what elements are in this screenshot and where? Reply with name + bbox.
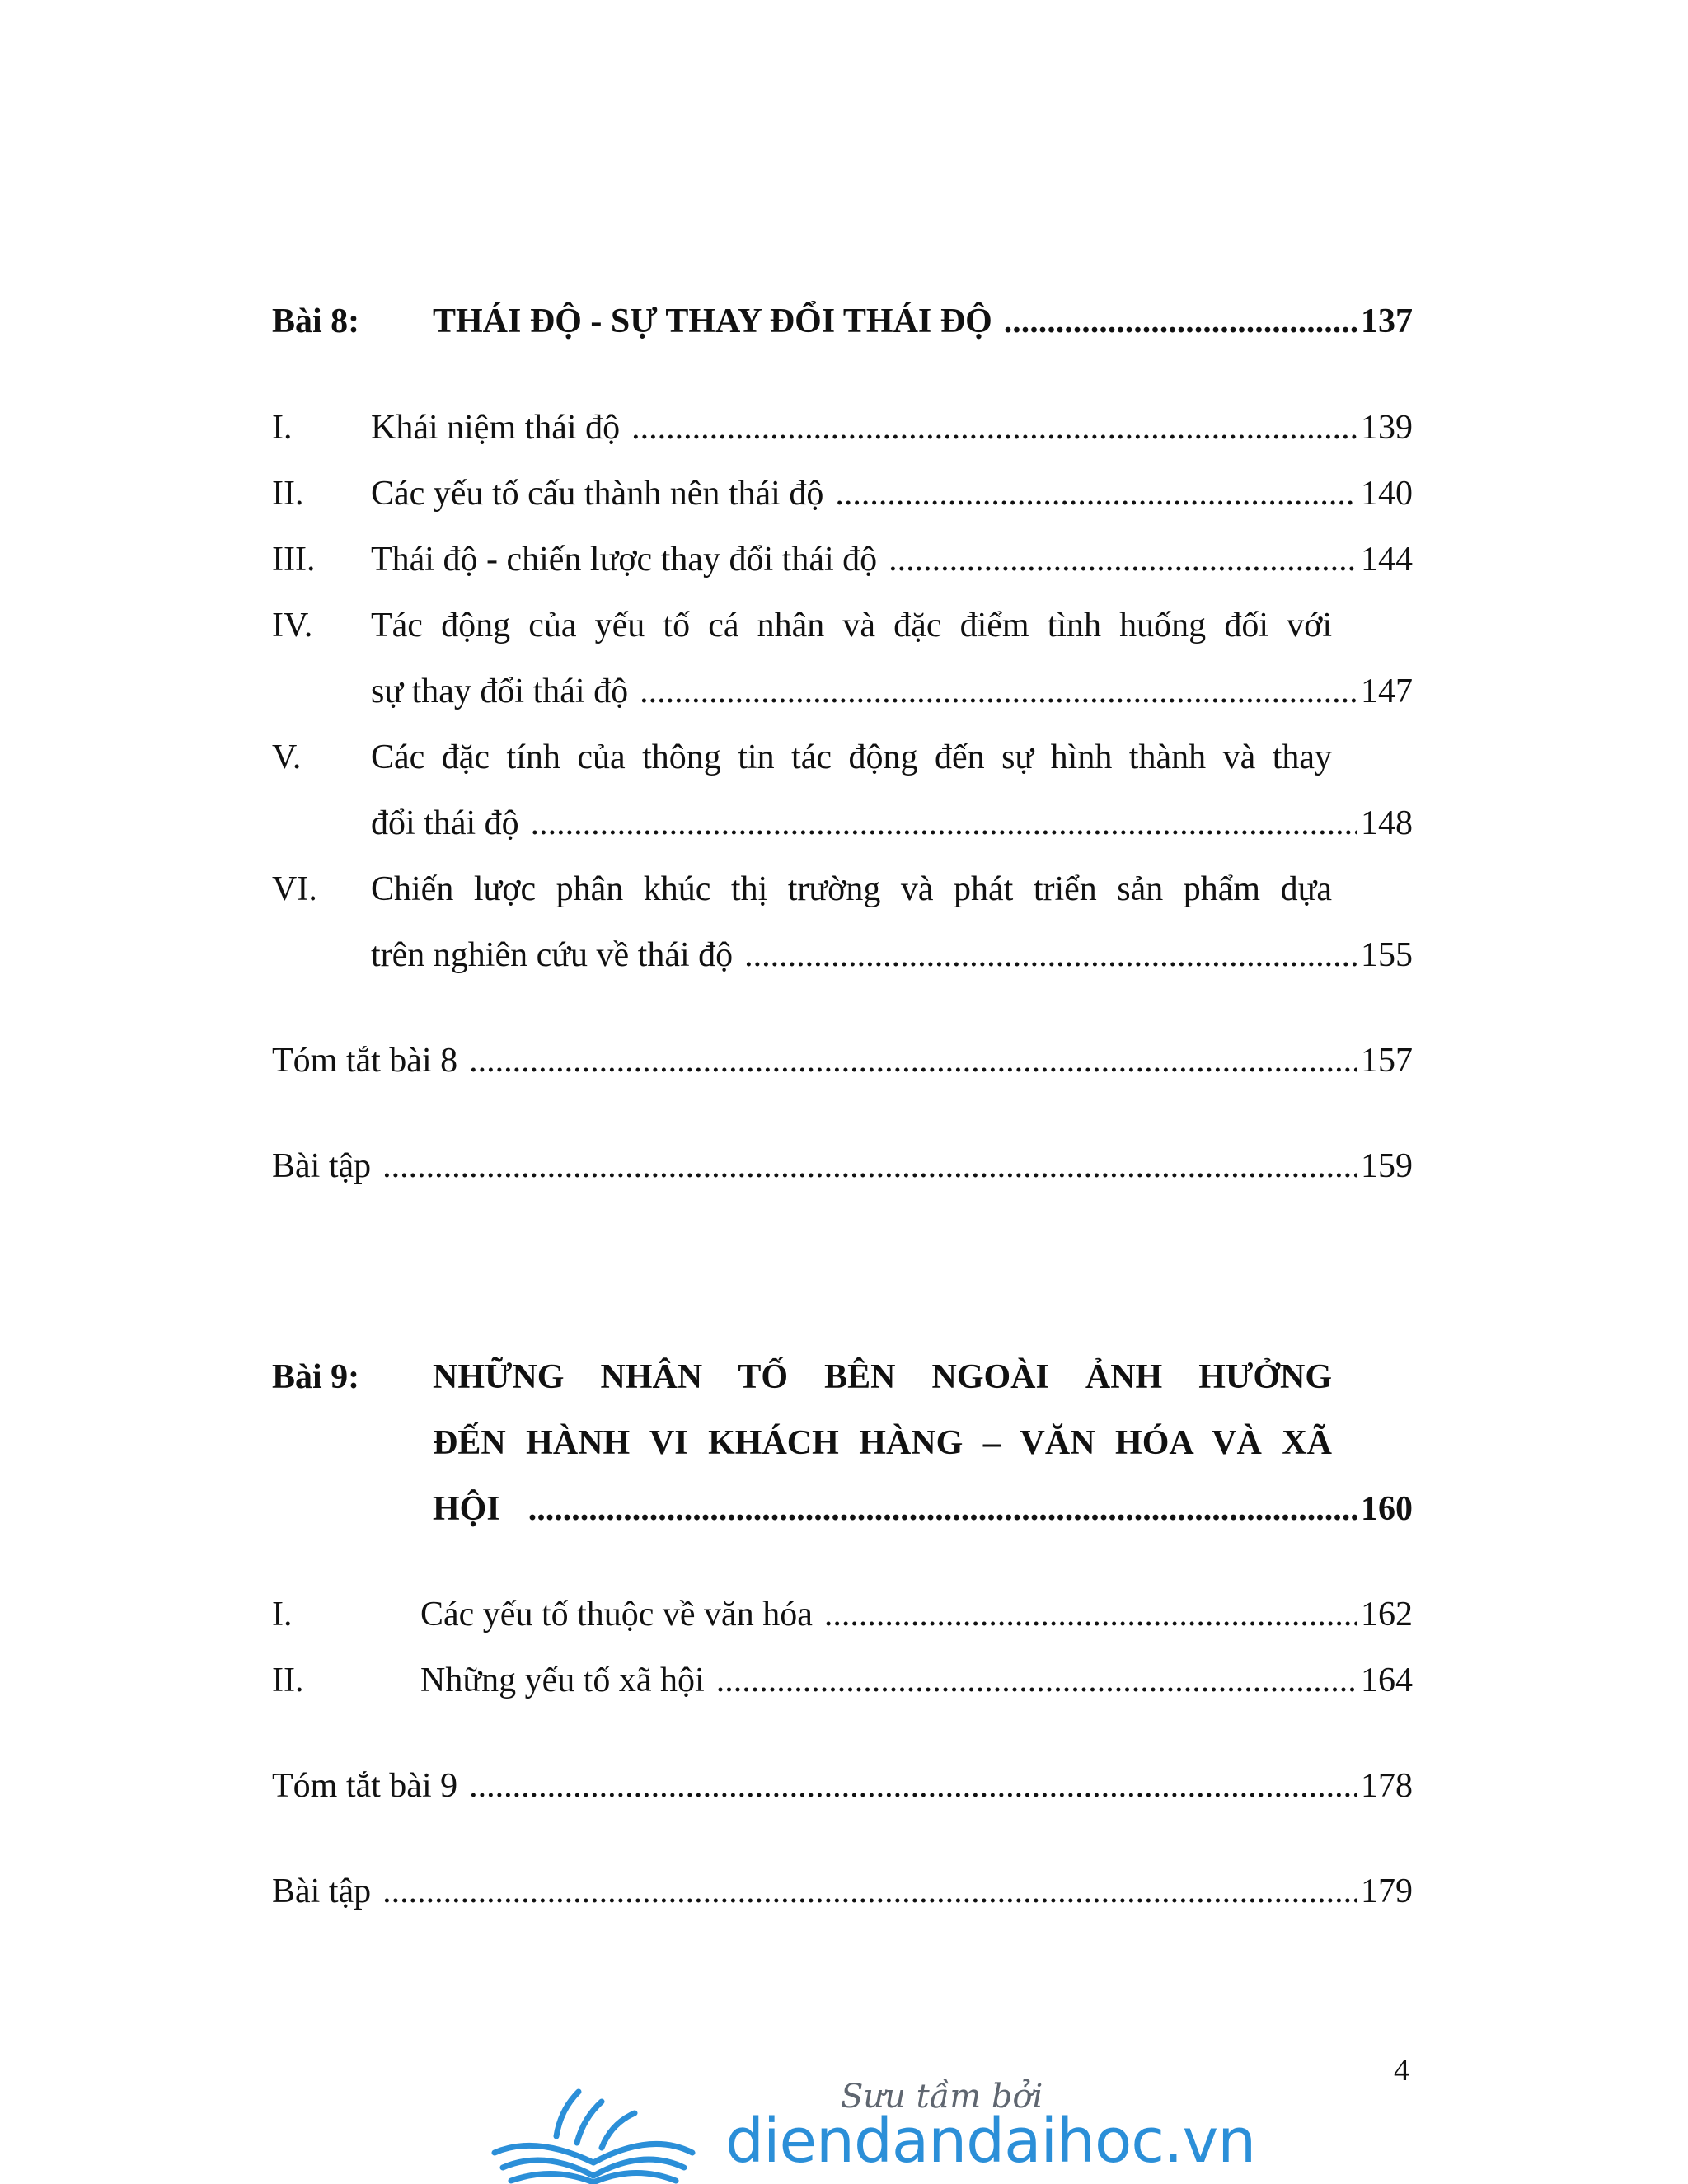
section-title-line-2: trên nghiên cứu về thái độ [371, 936, 734, 974]
toc-summary-8[interactable] [272, 1040, 1413, 1081]
toc-entry-9-2[interactable] [272, 1660, 1413, 1701]
site-logo[interactable] [478, 2077, 1256, 2184]
chapter-9-title-line-3: HỘI [433, 1490, 500, 1528]
section-number: VI. [272, 870, 317, 908]
dot-leader [528, 1488, 1357, 1530]
dot-leader [640, 671, 1357, 712]
section-title-line-2: đổi thái độ [371, 804, 519, 842]
section-page: 144 [1361, 541, 1413, 579]
dot-leader [744, 935, 1357, 976]
chapter-9-title-line-1[interactable]: NHỮNG NHÂN TỐ BÊN NGOÀI ẢNH HƯỞNG [433, 1358, 1332, 1396]
dot-leader [1004, 301, 1357, 342]
section-number: II. [272, 475, 304, 513]
dot-leader [835, 473, 1357, 514]
section-title: Thái độ - chiến lược thay đổi thái độ [371, 541, 878, 579]
section-title: Các yếu tố thuộc về văn hóa [420, 1596, 813, 1633]
toc-summary-9[interactable] [272, 1765, 1413, 1807]
section-title: Những yếu tố xã hội [420, 1661, 705, 1699]
section-page: 164 [1361, 1661, 1413, 1699]
chapter-9-heading[interactable] [433, 1488, 1413, 1530]
dot-leader [716, 1660, 1357, 1701]
section-title-line-1[interactable]: Chiến lược phân khúc thị trường và phát triển sản phẩm dựa [371, 870, 1332, 908]
section-title-line-1[interactable]: Tác động của yếu tố cá nhân và đặc điểm tình huống đối với [371, 607, 1332, 644]
toc-entry-8-2[interactable] [272, 473, 1413, 514]
summary-title: Tóm tắt bài 9 [272, 1767, 458, 1805]
section-title: Các yếu tố cấu thành nên thái độ [371, 475, 824, 513]
toc-entry-9-1[interactable] [272, 1594, 1413, 1635]
dot-leader [824, 1594, 1357, 1635]
chapter-9-page: 160 [1361, 1490, 1413, 1528]
section-page: 148 [1361, 804, 1413, 842]
logo-tagline: Sưu tầm bởi [841, 2078, 1043, 2116]
section-page: 139 [1361, 409, 1413, 447]
dot-leader [382, 1146, 1357, 1187]
chapter-8-page: 137 [1361, 302, 1413, 340]
summary-title: Tóm tắt bài 8 [272, 1042, 458, 1080]
section-number: I. [272, 1596, 293, 1633]
section-number: II. [272, 1661, 304, 1699]
section-page: 147 [1361, 673, 1413, 710]
dot-leader [469, 1040, 1357, 1081]
section-page: 140 [1361, 475, 1413, 513]
section-title-line-2: sự thay đổi thái độ [371, 673, 629, 710]
toc-entry-8-1[interactable] [272, 407, 1413, 448]
exercises-title: Bài tập [272, 1147, 372, 1185]
dot-leader [469, 1765, 1357, 1807]
chapter-8-title: THÁI ĐỘ - SỰ THAY ĐỔI THÁI ĐỘ [433, 302, 992, 340]
section-page: 155 [1361, 936, 1413, 974]
logo-site-name: diendandaihoc.vn [725, 2106, 1256, 2177]
toc-entry-8-4[interactable] [371, 671, 1413, 712]
chapter-8-heading[interactable] [272, 301, 1413, 342]
summary-page: 157 [1361, 1042, 1413, 1080]
open-book-icon [478, 2077, 725, 2184]
toc-entry-8-6[interactable] [371, 935, 1413, 976]
toc-entry-8-5[interactable] [371, 803, 1413, 844]
toc-exercises-9[interactable] [272, 1871, 1413, 1912]
section-number: IV. [272, 607, 313, 644]
dot-leader [382, 1871, 1357, 1912]
section-number: V. [272, 738, 302, 776]
page-number: 4 [1394, 2053, 1409, 2088]
section-page: 162 [1361, 1596, 1413, 1633]
summary-page: 178 [1361, 1767, 1413, 1805]
exercises-title: Bài tập [272, 1872, 372, 1910]
section-number: III. [272, 541, 316, 579]
section-number: I. [272, 409, 293, 447]
dot-leader [631, 407, 1357, 448]
chapter-8-label: Bài 8: [272, 302, 360, 340]
chapter-9-label: Bài 9: [272, 1358, 360, 1396]
exercises-page: 179 [1361, 1872, 1413, 1910]
dot-leader [531, 803, 1357, 844]
toc-entry-8-3[interactable] [272, 539, 1413, 580]
section-title: Khái niệm thái độ [371, 409, 621, 447]
chapter-9-title-line-2[interactable]: ĐẾN HÀNH VI KHÁCH HÀNG – VĂN HÓA VÀ XÃ [433, 1424, 1332, 1462]
section-title-line-1[interactable]: Các đặc tính của thông tin tác động đến sự hình thành và thay [371, 738, 1332, 776]
toc-exercises-8[interactable] [272, 1146, 1413, 1187]
dot-leader [889, 539, 1357, 580]
exercises-page: 159 [1361, 1147, 1413, 1185]
